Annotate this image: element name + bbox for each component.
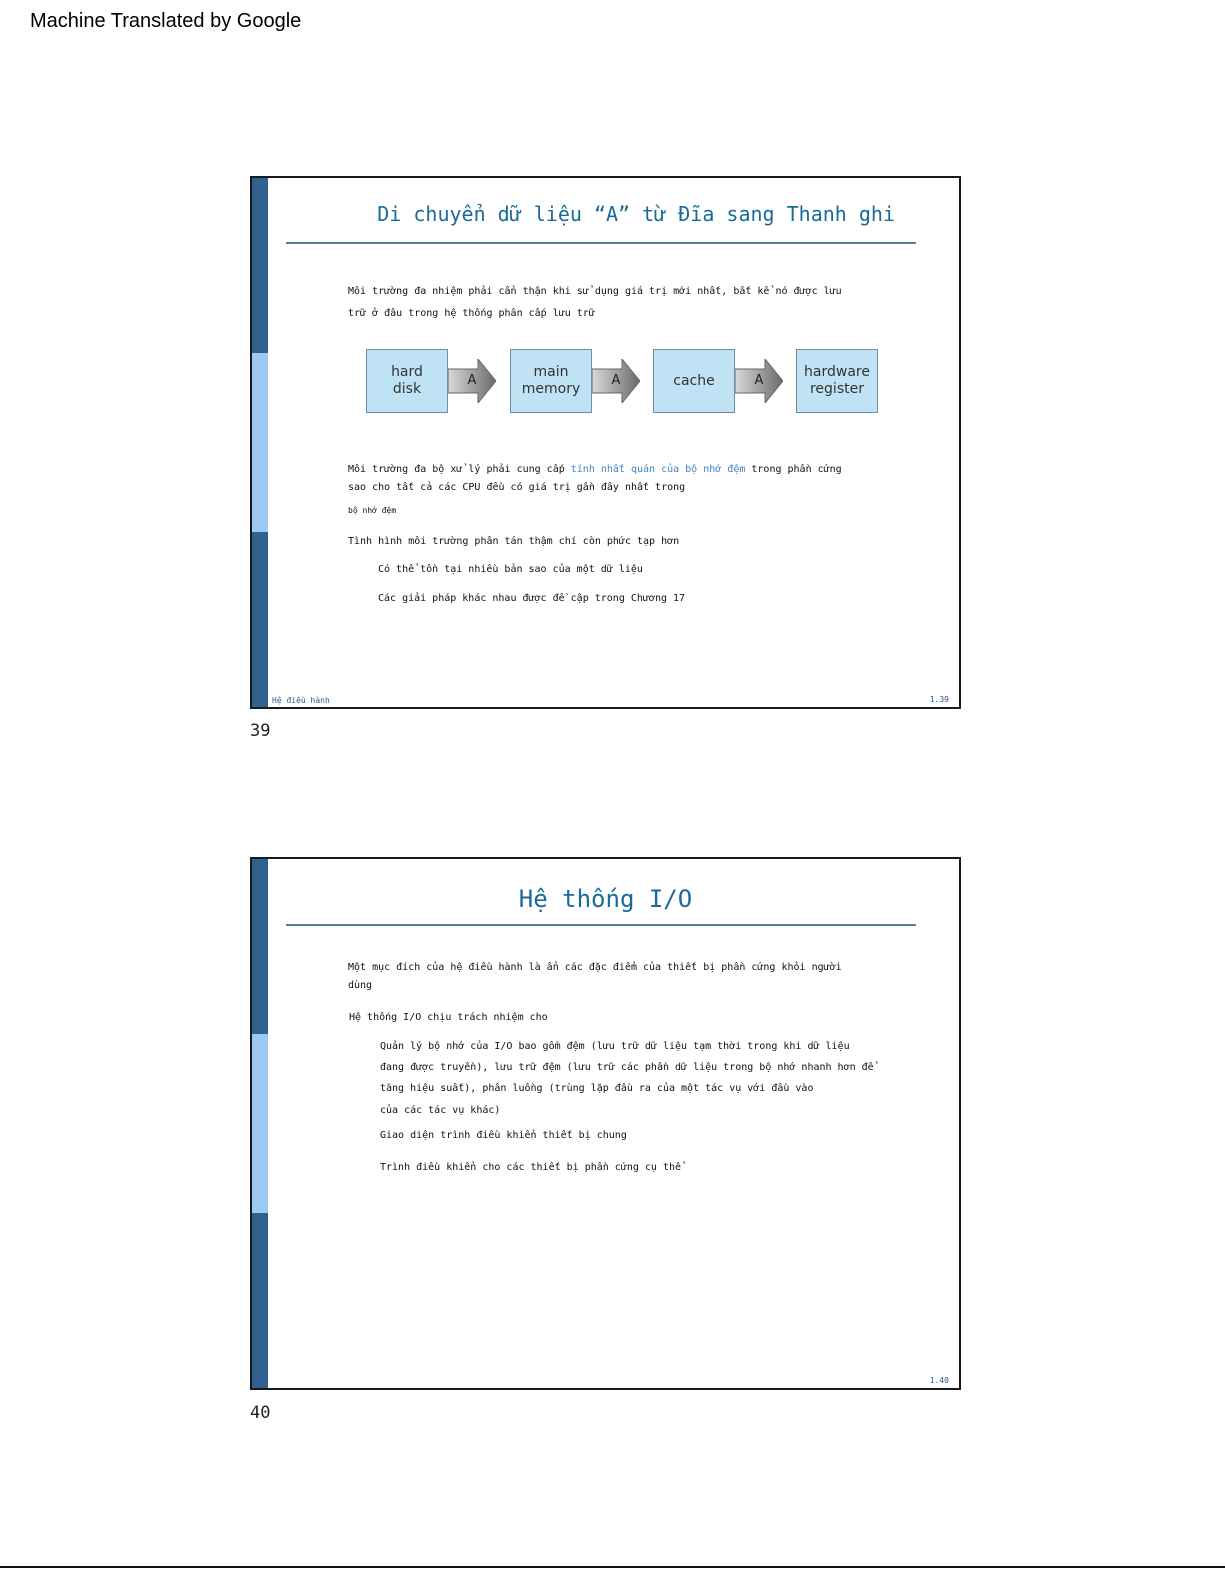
paragraph-line: Tình hình môi trường phân tán thậm chí còn phức tạp hơn <box>348 536 680 547</box>
slide-sidebar <box>252 178 268 707</box>
slide-40 <box>250 857 961 1390</box>
paragraph-line: sao cho tất cả các CPU đều có giá trị gần đây nhất trong <box>348 482 686 493</box>
slide-footer-left: Hệ điều hành <box>272 696 330 705</box>
arrow-icon <box>592 359 640 403</box>
slide-39 <box>250 176 961 709</box>
cache-coherency-highlight: tính nhất quán của bộ nhớ đệm <box>570 464 746 475</box>
arrow-label: A <box>467 373 477 388</box>
arrow-icon <box>448 359 496 403</box>
arrow-icon <box>735 359 783 403</box>
title-divider <box>286 242 916 244</box>
page-number: 39 <box>250 721 271 741</box>
arrow-label: A <box>754 373 764 388</box>
sub-bullet-line: đang được truyền), lưu trữ đệm (lưu trữ các phần dữ liệu trong bộ nhớ nhanh hơn để <box>380 1062 874 1073</box>
sub-bullet: Có thể tồn tại nhiều bản sao của một dữ liệu <box>378 564 643 575</box>
paragraph-line: Môi trường đa nhiệm phải cẩn thận khi sử dụng giá trị mới nhất, bất kể nó được lưu <box>348 286 842 297</box>
slide-title: Di chuyển dữ liệu “A” từ Đĩa sang Thanh ghi <box>377 202 895 226</box>
sub-bullet: Các giải pháp khác nhau được đề cập trong Chương 17 <box>378 593 686 604</box>
title-divider <box>286 924 916 926</box>
paragraph-line: Môi trường đa bộ xử lý phải cung cấp tính nhất quán của bộ nhớ đệm trong phần cứng <box>348 464 842 475</box>
cache-box: cache <box>653 349 735 413</box>
machine-translated-header: Machine Translated by Google <box>30 10 302 32</box>
slide-footer-number: 1.39 <box>929 695 949 704</box>
paragraph-line: Hệ thống I/O chịu trách nhiệm cho <box>349 1012 548 1023</box>
sub-bullet: Trình điều khiển cho các thiết bị phần cứng cụ thể <box>380 1162 682 1173</box>
paragraph-line: bộ nhớ đệm <box>348 506 397 515</box>
arrow-label: A <box>611 373 621 388</box>
sub-bullet: Quản lý bộ nhớ của I/O bao gồm đệm (lưu trữ dữ liệu tạm thời trong khi dữ liệu <box>380 1041 850 1052</box>
sub-bullet-line: tăng hiệu suất), phân luồng (trùng lặp đầu ra của một tác vụ với đầu vào <box>380 1083 814 1094</box>
slide-sidebar <box>252 859 268 1388</box>
paragraph-line: trữ ở đâu trong hệ thống phân cấp lưu trữ <box>348 308 595 319</box>
slide-title: Hệ thống I/O <box>518 885 693 913</box>
page-number: 40 <box>250 1403 271 1423</box>
hard-disk-box: hard disk <box>366 349 448 413</box>
page-bottom-rule <box>0 1566 1225 1568</box>
slide-footer-number: 1.40 <box>929 1376 949 1385</box>
paragraph-line: dùng <box>348 980 373 991</box>
main-memory-box: main memory <box>510 349 592 413</box>
sub-bullet: Giao diện trình điều khiển thiết bị chung <box>380 1130 627 1141</box>
paragraph-line: Một mục đích của hệ điều hành là ẩn các đặc điểm của thiết bị phần cứng khỏi người <box>348 962 842 973</box>
hardware-register-box: hardware register <box>796 349 878 413</box>
sub-bullet-line: của các tác vụ khác) <box>380 1105 501 1116</box>
